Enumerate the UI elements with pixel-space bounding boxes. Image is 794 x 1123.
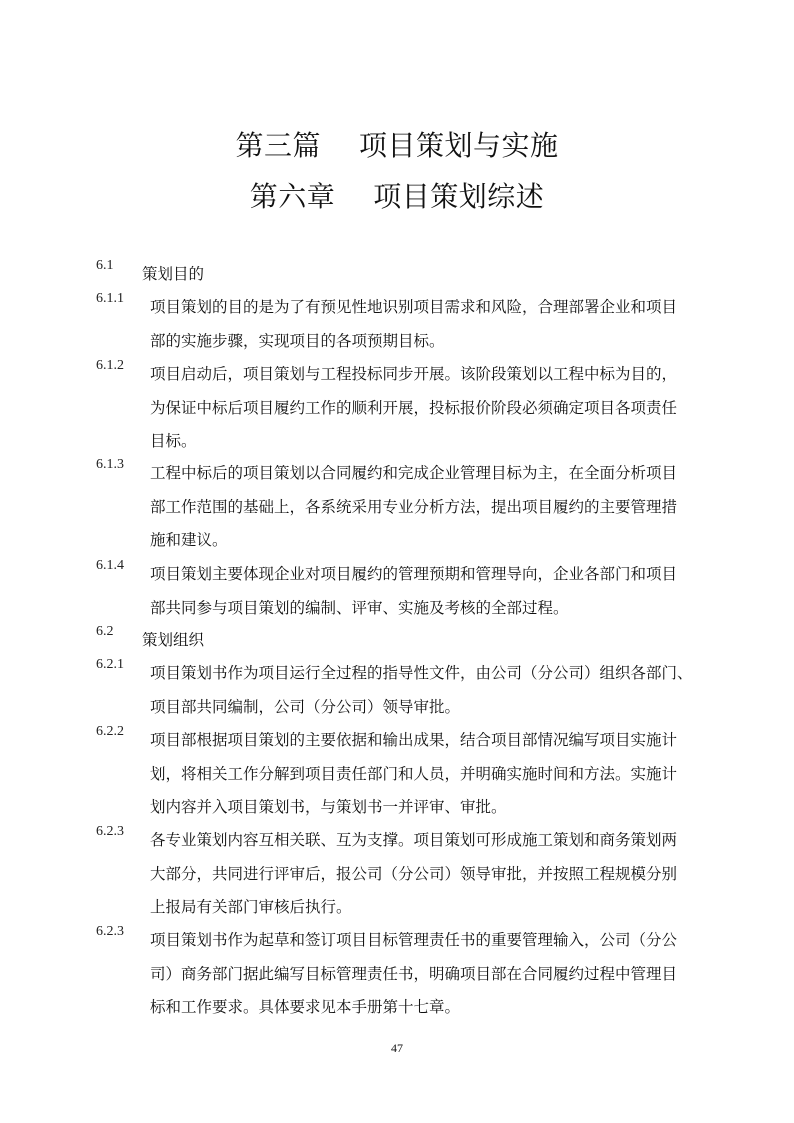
text-line: 部工作范围的基础上，各系统采用专业分析方法，提出项目履约的主要管理措 bbox=[150, 497, 678, 516]
clause-number: 6.1.4 bbox=[96, 558, 124, 573]
chapter-heading bbox=[0, 177, 794, 217]
text-line: 各专业策划内容互相关联、互为支撑。项目策划可形成施工策划和商务策划两 bbox=[150, 831, 678, 849]
part-heading bbox=[0, 126, 794, 166]
clause-number: 6.1.3 bbox=[96, 457, 124, 472]
clause-text bbox=[150, 724, 710, 825]
page-number: 47 bbox=[391, 1041, 403, 1055]
clause-text bbox=[150, 657, 710, 724]
clause-text bbox=[150, 824, 710, 925]
chapter-title: 项目策划综述 bbox=[373, 180, 545, 213]
text-line: 为保证中标后项目履约工作的顺利开展，投标报价阶段必须确定项目各项责任 bbox=[150, 398, 678, 417]
text-line: 项目策划书作为起草和签订项目目标管理责任书的重要管理输入，公司（分公 bbox=[150, 931, 678, 949]
clause-text bbox=[150, 457, 710, 558]
clause-text bbox=[150, 558, 710, 625]
section-text bbox=[142, 624, 702, 658]
text-line: 标和工作要求。具体要求见本手册第十七章。 bbox=[150, 998, 461, 1016]
clause-number: 6.1.2 bbox=[96, 358, 124, 373]
clause-text bbox=[150, 924, 710, 1025]
text-line: 划，将相关工作分解到项目责任部门和人员，并明确实施时间和方法。实施计 bbox=[150, 764, 678, 783]
section-text bbox=[142, 258, 702, 292]
text-line: 项目策划书作为项目运行全过程的指导性文件，由公司（分公司）组织各部门、 bbox=[150, 664, 693, 682]
text-line: 司）商务部门据此编写目标管理责任书，明确项目部在合同履约过程中管理目 bbox=[150, 964, 678, 983]
text-line: 施和建议。 bbox=[150, 531, 228, 549]
clause-text bbox=[150, 358, 710, 459]
clause-number: 6.2.2 bbox=[96, 724, 124, 739]
part-label: 第三篇 bbox=[235, 129, 321, 162]
text-line: 项目策划的目的是为了有预见性地识别项目需求和风险，合理部署企业和项目 bbox=[150, 298, 678, 316]
text-line: 项目部根据项目策划的主要依据和输出成果，结合项目部情况编写项目实施计 bbox=[150, 731, 678, 749]
text-line: 部的实施步骤，实现项目的各项预期目标。 bbox=[150, 331, 445, 350]
clause-number: 6.2.3 bbox=[96, 924, 124, 939]
text-line: 目标。 bbox=[150, 432, 197, 450]
text-line: 上报局有关部门审核后执行。 bbox=[150, 898, 352, 916]
text-line: 策划目的 bbox=[142, 265, 205, 283]
clause-number: 6.2.3 bbox=[96, 824, 124, 839]
text-line: 划内容并入项目策划书，与策划书一并评审、审批。 bbox=[150, 798, 507, 816]
section-number: 6.1 bbox=[96, 258, 114, 273]
text-line: 大部分，共同进行评审后，报公司（分公司）领导审批，并按照工程规模分别 bbox=[150, 864, 678, 883]
text-line: 项目策划主要体现企业对项目履约的管理预期和管理导向，企业各部门和项目 bbox=[150, 565, 678, 583]
clause-number: 6.1.1 bbox=[96, 291, 124, 306]
chapter-label: 第六章 bbox=[249, 180, 336, 213]
section-number: 6.2 bbox=[96, 624, 114, 639]
text-line: 项目部共同编制，公司（分公司）领导审批。 bbox=[150, 697, 461, 716]
clause-text bbox=[150, 291, 710, 358]
text-line: 工程中标后的项目策划以合同履约和完成企业管理目标为主，在全面分析项目 bbox=[150, 464, 678, 482]
part-title: 项目策划与实施 bbox=[359, 129, 559, 162]
text-line: 部共同参与项目策划的编制、评审、实施及考核的全部过程。 bbox=[150, 598, 569, 617]
text-line: 策划组织 bbox=[142, 631, 205, 649]
clause-number: 6.2.1 bbox=[96, 657, 124, 672]
text-line: 项目启动后，项目策划与工程投标同步开展。该阶段策划以工程中标为目的， bbox=[150, 365, 678, 383]
